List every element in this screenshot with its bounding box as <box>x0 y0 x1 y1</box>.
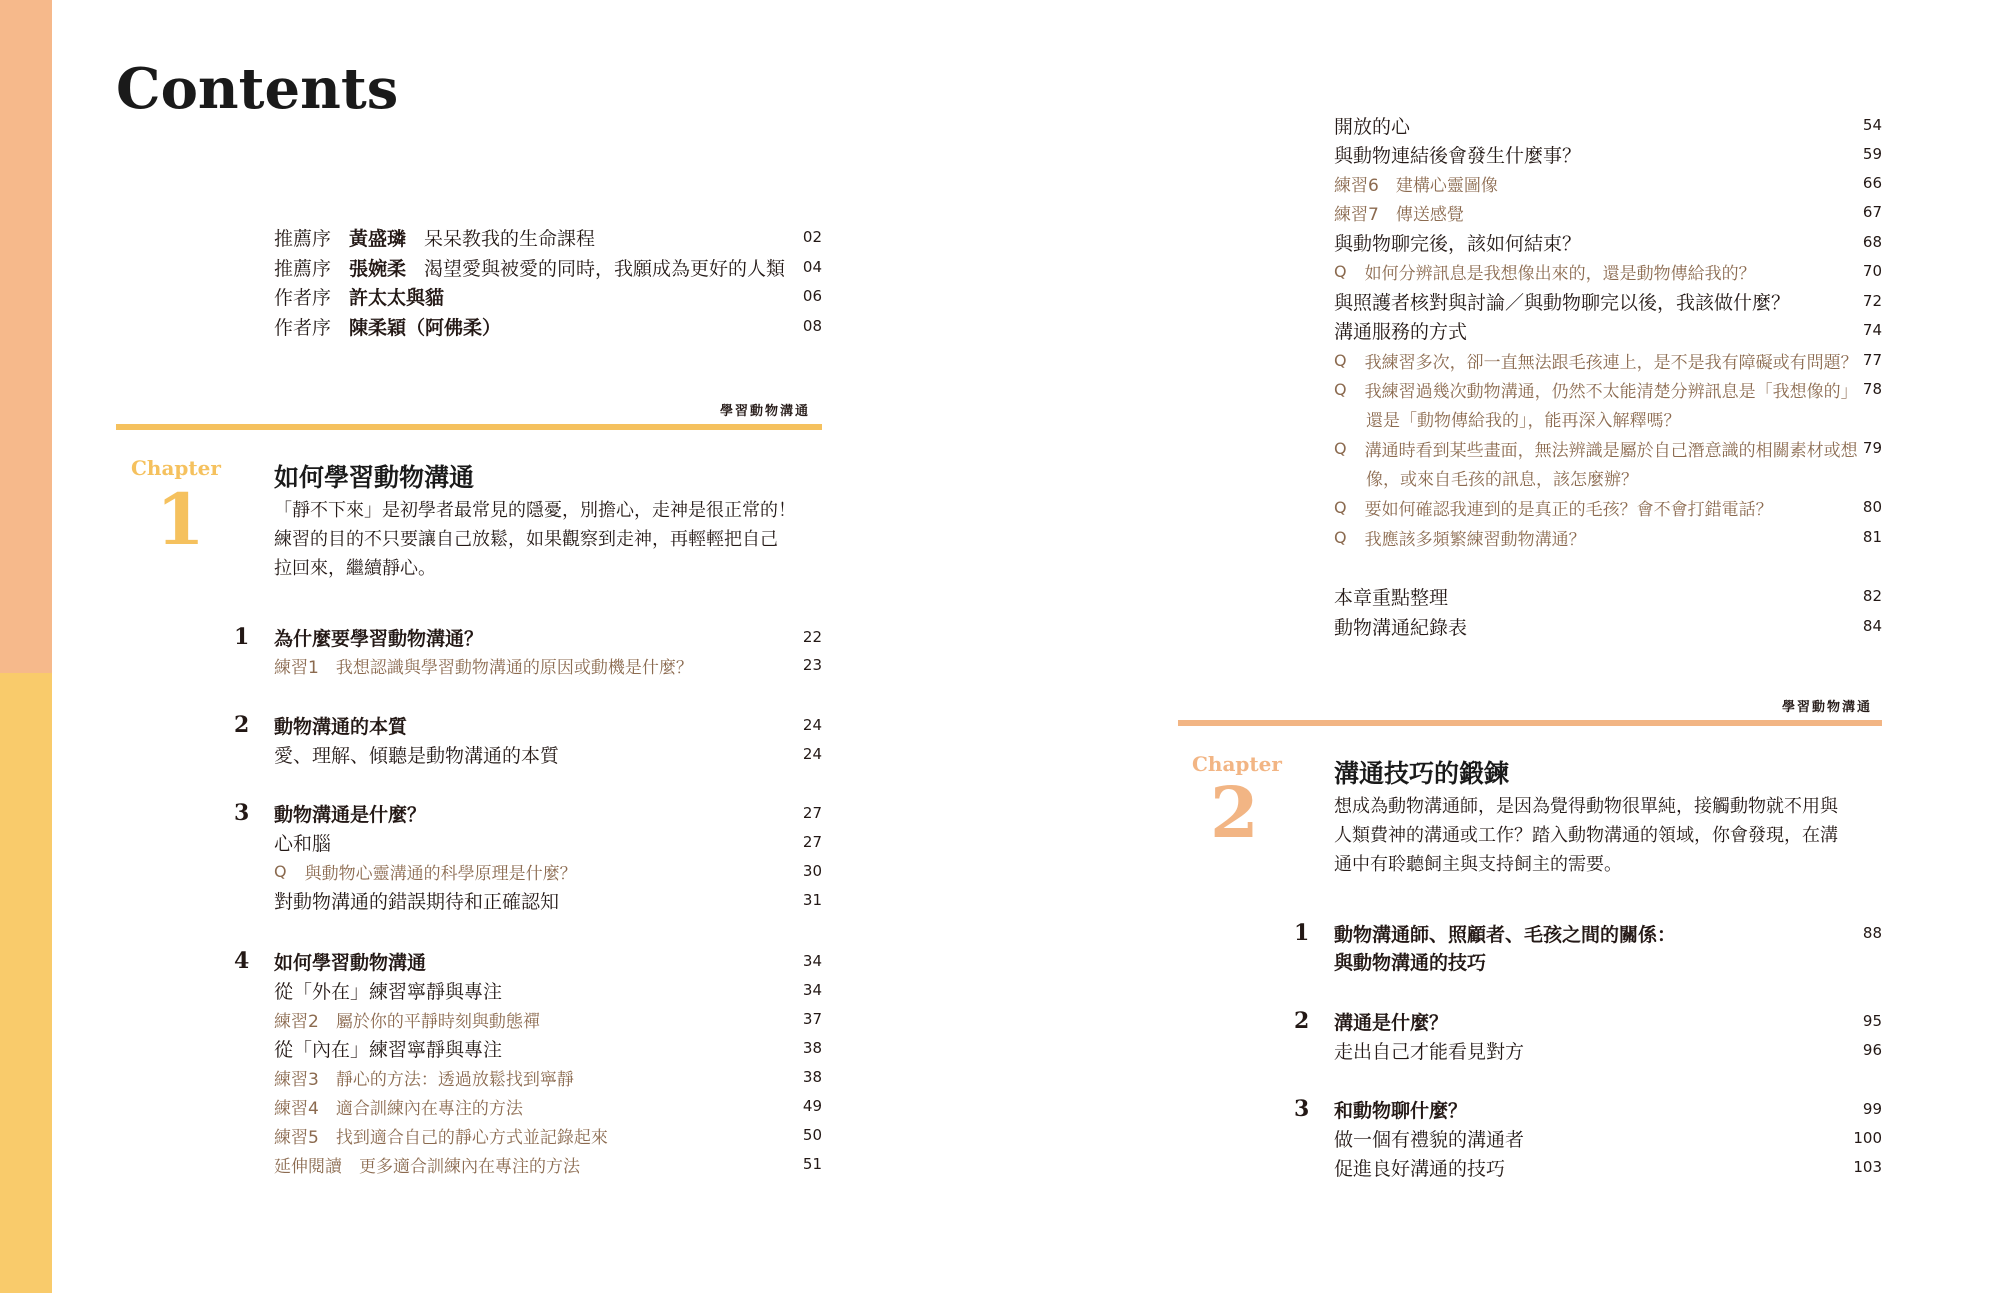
q-marker: Q <box>274 861 287 881</box>
intro-line: 想成為動物溝通師，是因為覺得動物很單純，接觸動物就不用與 <box>1334 796 1838 817</box>
item-title: 我練習多次，卻一直無法跟毛孩連上，是不是我有障礙或有問題？ <box>1364 352 1858 373</box>
page-number: 37 <box>802 1010 822 1028</box>
toc-section[interactable] <box>274 624 822 650</box>
page-number: 50 <box>802 1126 822 1144</box>
item-title: 動物溝通紀錄表 <box>1334 616 1468 639</box>
toc-item[interactable] <box>274 1122 822 1148</box>
q-marker: Q <box>1334 497 1347 517</box>
intro-line: 「靜不下來」是初學者最常見的隱憂，別擔心，走神是很正常的！ <box>274 500 796 521</box>
page-number: 80 <box>1862 498 1882 516</box>
preface-author: 黃盛璘 <box>349 227 407 250</box>
page-number: 24 <box>802 745 822 763</box>
section-label: 學習動物溝通 <box>720 404 811 419</box>
section-title: 溝通是什麼？ <box>1334 1011 1449 1034</box>
page-number: 81 <box>1862 528 1882 546</box>
q-marker: Q <box>1334 438 1347 458</box>
page-number: 79 <box>1862 439 1882 457</box>
preface-author: 張婉柔 <box>349 257 407 280</box>
chapter-number: 1 <box>156 478 205 561</box>
preface-row[interactable] <box>274 313 822 339</box>
item-title: 對動物溝通的錯誤期待和正確認知 <box>274 890 560 913</box>
intro-line: 人類費神的溝通或工作？踏入動物溝通的領域，你會發現，在溝 <box>1334 825 1838 846</box>
page-number: 103 <box>1853 1158 1882 1176</box>
page-number: 06 <box>802 287 822 305</box>
preface-kind: 作者序 <box>274 286 332 309</box>
item-title: 溝通時看到某些畫面，無法辨識是屬於自己潛意識的相關素材或想 <box>1364 440 1858 461</box>
item-title: 練習5 找到適合自己的靜心方式並記錄起來 <box>274 1127 608 1148</box>
item-title: 心和腦 <box>274 832 332 855</box>
toc-item[interactable] <box>274 829 822 855</box>
page-number: 82 <box>1862 587 1882 605</box>
item-title: 我應該多頻繁練習動物溝通？ <box>1364 529 1586 550</box>
section-number: 1 <box>1294 920 1310 946</box>
toc-item[interactable] <box>274 1151 822 1177</box>
item-title: 與動物連結後會發生什麼事？ <box>1334 144 1582 167</box>
preface-kind: 推薦序 <box>274 257 332 280</box>
item-title: 要如何確認我連到的是真正的毛孩？會不會打錯電話？ <box>1364 499 1773 520</box>
intro-line: 練習的目的不只要讓自己放鬆，如果觀察到走神，再輕輕把自己 <box>274 529 778 550</box>
preface-kind: 推薦序 <box>274 227 332 250</box>
toc-item[interactable] <box>1334 258 1882 284</box>
preface-row[interactable] <box>274 224 822 250</box>
toc-item[interactable] <box>274 977 822 1003</box>
item-title: 我練習過幾次動物溝通，仍然不太能清楚分辨訊息是「我想像的」 <box>1364 381 1858 402</box>
item-title: 與照護者核對與討論／與動物聊完以後，我該做什麼？ <box>1334 291 1791 314</box>
chapter-intro <box>274 496 796 583</box>
page-number: 77 <box>1862 351 1882 369</box>
item-title: 做一個有禮貌的溝通者 <box>1334 1128 1525 1151</box>
page-number: 95 <box>1862 1012 1882 1030</box>
section-number: 3 <box>234 800 250 826</box>
item-title: 從「外在」練習寧靜與專注 <box>274 980 503 1003</box>
preface-author: 陳柔穎（阿佛柔） <box>349 316 502 339</box>
chapter-word: Chapter <box>1192 752 1282 776</box>
page-number: 38 <box>802 1039 822 1057</box>
item-title: 促進良好溝通的技巧 <box>1334 1157 1506 1180</box>
item-title: 延伸閱讀 更多適合訓練內在專注的方法 <box>274 1156 580 1177</box>
intro-line: 通中有聆聽飼主與支持飼主的需要。 <box>1334 854 1622 875</box>
toc-section[interactable] <box>1334 1008 1882 1034</box>
page-number: 30 <box>802 862 822 880</box>
toc-item[interactable] <box>274 1006 822 1032</box>
toc-item[interactable] <box>274 1064 822 1090</box>
chapter-intro <box>1334 792 1838 879</box>
page-number: 67 <box>1862 203 1882 221</box>
item-title: 愛、理解、傾聽是動物溝通的本質 <box>274 744 560 767</box>
section-number: 3 <box>1294 1096 1310 1122</box>
toc-item-continued[interactable] <box>1366 464 1882 490</box>
toc-item-continued[interactable] <box>1366 405 1882 431</box>
preface-title: 呆呆教我的生命課程 <box>424 227 596 250</box>
section-title: 和動物聊什麼？ <box>1334 1099 1468 1122</box>
section-title: 動物溝通的本質 <box>274 715 408 738</box>
section-rule <box>1178 720 1882 726</box>
toc-item[interactable] <box>274 652 822 678</box>
chapter-word: Chapter <box>131 456 221 480</box>
toc-section[interactable] <box>1334 920 1882 946</box>
page-number: 02 <box>802 228 822 246</box>
toc-item[interactable] <box>1334 376 1882 402</box>
page-number: 54 <box>1862 116 1882 134</box>
chapter-title[interactable]: 如何學習動物溝通 <box>274 463 475 492</box>
section-title: 動物溝通師、照顧者、毛孩之間的關係： <box>1334 923 1677 946</box>
toc-item[interactable] <box>1334 524 1882 550</box>
page-number: 49 <box>802 1097 822 1115</box>
item-title: 練習4 適合訓練內在專注的方法 <box>274 1098 523 1119</box>
page-number: 84 <box>1862 617 1882 635</box>
toc-item[interactable] <box>1334 583 1882 609</box>
toc-item[interactable] <box>1334 112 1882 138</box>
item-title: 還是「動物傳給我的」，能再深入解釋嗎？ <box>1366 410 1681 431</box>
page-number: 34 <box>802 981 822 999</box>
toc-item[interactable] <box>1334 435 1882 461</box>
page-number: 59 <box>1862 145 1882 163</box>
toc-item[interactable] <box>274 858 822 884</box>
page-number: 08 <box>802 317 822 335</box>
section-title: 為什麼要學習動物溝通？ <box>274 627 484 650</box>
item-title: 從「內在」練習寧靜與專注 <box>274 1038 503 1061</box>
page-title: Contents <box>116 56 399 122</box>
page-number: 100 <box>1853 1129 1882 1147</box>
preface-row[interactable] <box>274 254 822 280</box>
item-title: 本章重點整理 <box>1334 586 1449 609</box>
item-title: 練習2 屬於你的平靜時刻與動態禪 <box>274 1011 540 1032</box>
page-number: 99 <box>1862 1100 1882 1118</box>
item-title: 練習7 傳送感覺 <box>1334 204 1464 225</box>
page-number: 78 <box>1862 380 1882 398</box>
toc-item[interactable] <box>1334 170 1882 196</box>
toc-item[interactable] <box>1334 141 1882 167</box>
toc-item[interactable] <box>1334 1154 1882 1180</box>
toc-item[interactable] <box>1334 613 1882 639</box>
intro-line: 拉回來，繼續靜心。 <box>274 558 436 579</box>
section-label: 學習動物溝通 <box>1782 700 1873 715</box>
page-number: 31 <box>802 891 822 909</box>
toc-item[interactable] <box>274 1035 822 1061</box>
item-title: 像，或來自毛孩的訊息，該怎麼辦？ <box>1366 469 1638 490</box>
page-number: 24 <box>802 716 822 734</box>
side-band-bottom <box>0 673 52 1293</box>
q-marker: Q <box>1334 379 1347 399</box>
q-marker: Q <box>1334 261 1347 281</box>
chapter-title[interactable]: 溝通技巧的鍛鍊 <box>1334 759 1510 788</box>
page-number: 68 <box>1862 233 1882 251</box>
page-number: 96 <box>1862 1041 1882 1059</box>
section-number: 1 <box>234 624 250 650</box>
page-number: 66 <box>1862 174 1882 192</box>
item-title: 與動物聊完後，該如何結束？ <box>1334 232 1582 255</box>
page-number: 23 <box>802 656 822 674</box>
toc-item[interactable] <box>1334 1037 1882 1063</box>
page-number: 74 <box>1862 321 1882 339</box>
toc-section[interactable] <box>274 800 822 826</box>
q-marker: Q <box>1334 350 1347 370</box>
section-title: 與動物溝通的技巧 <box>1334 951 1487 974</box>
toc-item[interactable] <box>1334 288 1882 314</box>
page-number: 51 <box>802 1155 822 1173</box>
toc-item[interactable] <box>1334 494 1882 520</box>
item-title: 走出自己才能看見對方 <box>1334 1040 1525 1063</box>
page-number: 70 <box>1862 262 1882 280</box>
page-number: 72 <box>1862 292 1882 310</box>
toc-section[interactable] <box>274 948 822 974</box>
section-rule <box>116 424 822 430</box>
item-title: 溝通服務的方式 <box>1334 320 1468 343</box>
preface-title: 渴望愛與被愛的同時，我願成為更好的人類 <box>424 257 786 280</box>
page-number: 38 <box>802 1068 822 1086</box>
section-number: 2 <box>234 712 250 738</box>
page-number: 22 <box>802 628 822 646</box>
side-band-top <box>0 0 52 673</box>
page-number: 27 <box>802 804 822 822</box>
preface-author: 許太太與貓 <box>349 286 445 309</box>
section-number: 2 <box>1294 1008 1310 1034</box>
page-number: 88 <box>1862 924 1882 942</box>
item-title: 練習1 我想認識與學習動物溝通的原因或動機是什麼？ <box>274 657 693 678</box>
page-number: 04 <box>802 258 822 276</box>
item-title: 開放的心 <box>1334 115 1411 138</box>
item-title: 練習3 靜心的方法：透過放鬆找到寧靜 <box>274 1069 574 1090</box>
section-number: 4 <box>234 948 250 974</box>
item-title: 練習6 建構心靈圖像 <box>1334 175 1498 196</box>
toc-item[interactable] <box>274 887 822 913</box>
q-marker: Q <box>1334 527 1347 547</box>
toc-item[interactable] <box>1334 347 1882 373</box>
preface-row[interactable] <box>274 283 822 309</box>
toc-item[interactable] <box>1334 1125 1882 1151</box>
item-title: 與動物心靈溝通的科學原理是什麼？ <box>304 863 577 884</box>
chapter-number: 2 <box>1210 771 1259 854</box>
page-number: 27 <box>802 833 822 851</box>
toc-item[interactable] <box>274 741 822 767</box>
toc-item[interactable] <box>274 1093 822 1119</box>
toc-item[interactable] <box>1334 229 1882 255</box>
toc-item[interactable] <box>1334 199 1882 225</box>
section-title: 如何學習動物溝通 <box>274 951 427 974</box>
item-title: 如何分辨訊息是我想像出來的，還是動物傳給我的？ <box>1364 263 1756 284</box>
preface-kind: 作者序 <box>274 316 332 339</box>
page-number: 34 <box>802 952 822 970</box>
toc-section[interactable] <box>274 712 822 738</box>
section-title: 動物溝通是什麼？ <box>274 803 427 826</box>
toc-section-continued[interactable] <box>1334 948 1882 974</box>
toc-section[interactable] <box>1334 1096 1882 1122</box>
toc-item[interactable] <box>1334 317 1882 343</box>
